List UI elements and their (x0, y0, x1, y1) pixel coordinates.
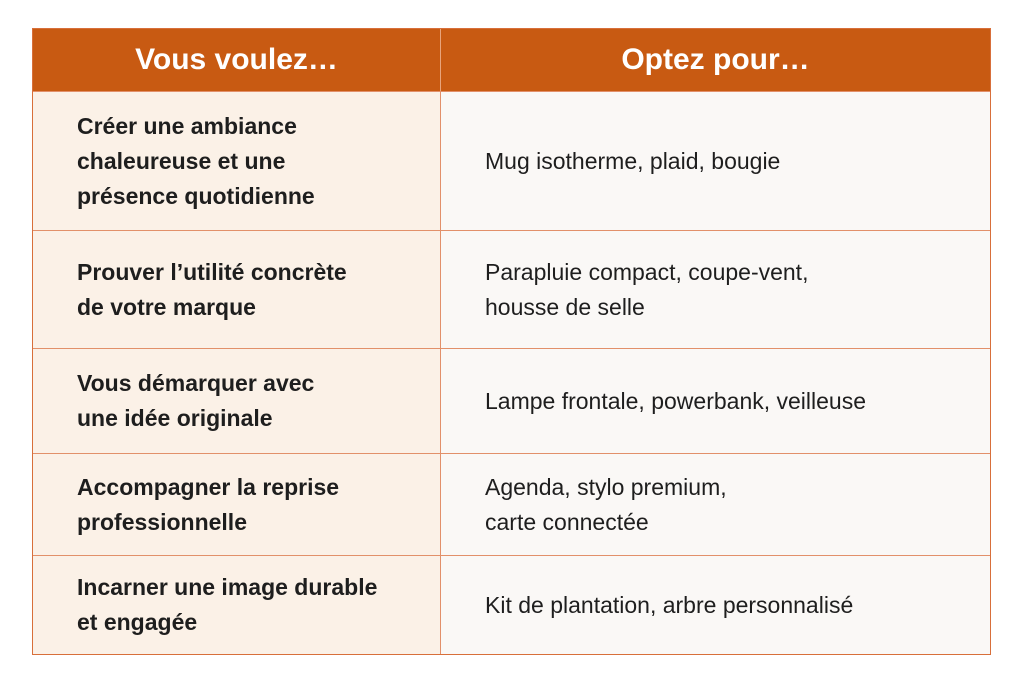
want-cell (33, 92, 441, 230)
want-text: Prouver l’utilité concrète de votre marque (77, 258, 347, 320)
choose-text: Lampe frontale, powerbank, veilleuse (485, 387, 867, 414)
choose-text: Kit de plantation, arbre personnalisé (485, 591, 854, 618)
want-cell (33, 454, 441, 555)
choose-text: Agenda, stylo premium, carte connectée (485, 473, 727, 535)
choose-cell (441, 92, 990, 230)
header-label-left: Vous voulez… (135, 43, 338, 76)
choose-cell (441, 231, 990, 348)
choose-text: Mug isotherme, plaid, bougie (485, 147, 781, 174)
table-row (33, 555, 990, 654)
want-text: Accompagner la reprise professionnelle (77, 473, 340, 535)
header-cell-vous-voulez (33, 29, 441, 91)
want-cell (33, 231, 441, 348)
choose-cell (441, 556, 990, 654)
want-text: Créer une ambiance chaleureuse et une présence quotidienne (77, 112, 315, 209)
table-row (33, 230, 990, 348)
want-cell (33, 556, 441, 654)
header-label-right: Optez pour… (621, 43, 810, 76)
want-cell (33, 349, 441, 453)
choose-text: Parapluie compact, coupe-vent, housse de selle (485, 258, 809, 320)
header-cell-optez-pour (441, 29, 990, 91)
comparison-table (32, 28, 991, 655)
table-row (33, 348, 990, 453)
table-row (33, 91, 990, 230)
want-text: Incarner une image durable et engagée (77, 574, 378, 635)
want-text: Vous démarquer avec une idée originale (77, 370, 315, 431)
choose-cell (441, 349, 990, 453)
table-row (33, 453, 990, 555)
table-header-row (33, 29, 990, 91)
choose-cell (441, 454, 990, 555)
